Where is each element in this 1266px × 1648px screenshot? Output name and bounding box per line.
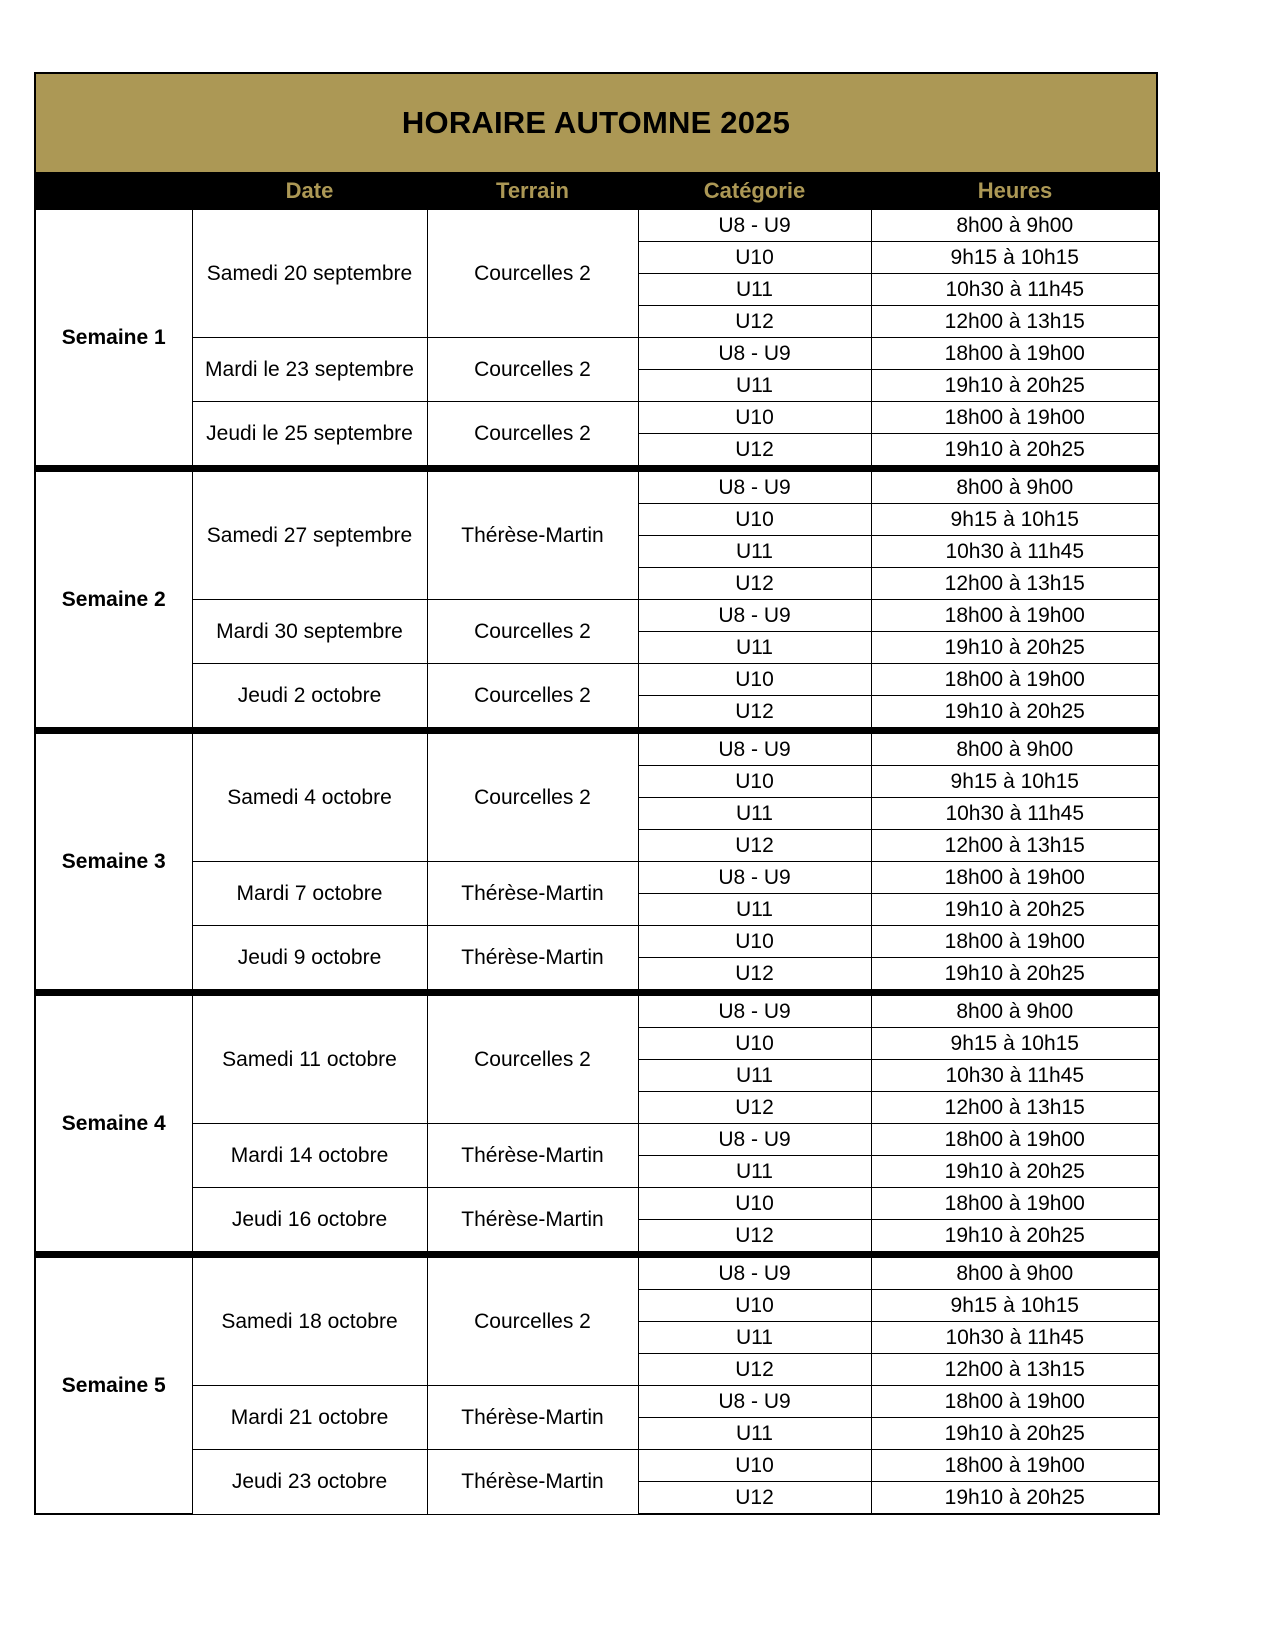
slot-hours: 18h00 à 19h00 — [871, 926, 1159, 958]
slot-category: U8 - U9 — [638, 338, 871, 370]
table-row — [35, 1386, 1159, 1418]
slot-category: U12 — [638, 1092, 871, 1124]
header-category: Catégorie — [638, 173, 871, 209]
slot-category: U10 — [638, 1450, 871, 1482]
slot-category: U8 - U9 — [638, 993, 871, 1028]
slot-hours: 8h00 à 9h00 — [871, 993, 1159, 1028]
table-row — [35, 469, 1159, 504]
slot-category: U12 — [638, 1220, 871, 1255]
slot-category: U8 - U9 — [638, 1124, 871, 1156]
slot-category: U8 - U9 — [638, 1255, 871, 1290]
week-label: Semaine 4 — [35, 993, 192, 1255]
slot-category: U11 — [638, 536, 871, 568]
session-date: Mardi 21 octobre — [192, 1386, 427, 1450]
slot-hours: 12h00 à 13h15 — [871, 830, 1159, 862]
slot-hours: 19h10 à 20h25 — [871, 958, 1159, 993]
table-row — [35, 1188, 1159, 1220]
header-row — [35, 173, 1159, 209]
slot-hours: 8h00 à 9h00 — [871, 731, 1159, 766]
session-field: Thérèse-Martin — [427, 1386, 638, 1450]
slot-hours: 19h10 à 20h25 — [871, 696, 1159, 731]
slot-hours: 10h30 à 11h45 — [871, 536, 1159, 568]
slot-category: U12 — [638, 306, 871, 338]
slot-hours: 8h00 à 9h00 — [871, 209, 1159, 242]
title-bar — [34, 72, 1158, 172]
slot-hours: 19h10 à 20h25 — [871, 1220, 1159, 1255]
slot-category: U10 — [638, 766, 871, 798]
slot-hours: 8h00 à 9h00 — [871, 469, 1159, 504]
week-label: Semaine 3 — [35, 731, 192, 993]
session-date: Samedi 18 octobre — [192, 1255, 427, 1386]
session-field: Courcelles 2 — [427, 600, 638, 664]
slot-hours: 10h30 à 11h45 — [871, 274, 1159, 306]
slot-hours: 9h15 à 10h15 — [871, 766, 1159, 798]
session-field: Courcelles 2 — [427, 338, 638, 402]
schedule-sheet — [34, 72, 1158, 1515]
session-field: Thérèse-Martin — [427, 1124, 638, 1188]
slot-hours: 9h15 à 10h15 — [871, 1028, 1159, 1060]
slot-hours: 19h10 à 20h25 — [871, 894, 1159, 926]
slot-category: U12 — [638, 830, 871, 862]
slot-category: U10 — [638, 926, 871, 958]
slot-hours: 18h00 à 19h00 — [871, 862, 1159, 894]
slot-hours: 19h10 à 20h25 — [871, 1482, 1159, 1515]
slot-hours: 10h30 à 11h45 — [871, 1322, 1159, 1354]
table-header — [35, 173, 1159, 209]
slot-category: U8 - U9 — [638, 1386, 871, 1418]
header-field: Terrain — [427, 173, 638, 209]
slot-hours: 18h00 à 19h00 — [871, 338, 1159, 370]
slot-category: U12 — [638, 568, 871, 600]
slot-category: U8 - U9 — [638, 209, 871, 242]
slot-hours: 9h15 à 10h15 — [871, 1290, 1159, 1322]
slot-category: U10 — [638, 1188, 871, 1220]
week-label: Semaine 2 — [35, 469, 192, 731]
session-date: Mardi 14 octobre — [192, 1124, 427, 1188]
slot-hours: 18h00 à 19h00 — [871, 664, 1159, 696]
header-hours: Heures — [871, 173, 1159, 209]
session-date: Mardi le 23 septembre — [192, 338, 427, 402]
slot-hours: 12h00 à 13h15 — [871, 1354, 1159, 1386]
slot-category: U11 — [638, 1156, 871, 1188]
table-body — [35, 209, 1159, 1514]
slot-category: U8 - U9 — [638, 469, 871, 504]
slot-hours: 18h00 à 19h00 — [871, 1124, 1159, 1156]
table-row — [35, 862, 1159, 894]
slot-hours: 18h00 à 19h00 — [871, 600, 1159, 632]
week-label: Semaine 1 — [35, 209, 192, 469]
slot-hours: 18h00 à 19h00 — [871, 1450, 1159, 1482]
slot-category: U11 — [638, 894, 871, 926]
table-row — [35, 209, 1159, 242]
table-row — [35, 993, 1159, 1028]
slot-hours: 10h30 à 11h45 — [871, 798, 1159, 830]
session-field: Courcelles 2 — [427, 209, 638, 338]
table-row — [35, 664, 1159, 696]
slot-hours: 9h15 à 10h15 — [871, 242, 1159, 274]
slot-category: U11 — [638, 1322, 871, 1354]
slot-category: U11 — [638, 370, 871, 402]
session-date: Jeudi 2 octobre — [192, 664, 427, 731]
slot-hours: 19h10 à 20h25 — [871, 632, 1159, 664]
session-field: Courcelles 2 — [427, 731, 638, 862]
session-date: Mardi 7 octobre — [192, 862, 427, 926]
slot-category: U10 — [638, 664, 871, 696]
session-date: Jeudi 16 octobre — [192, 1188, 427, 1255]
session-date: Mardi 30 septembre — [192, 600, 427, 664]
slot-hours: 19h10 à 20h25 — [871, 1156, 1159, 1188]
slot-category: U10 — [638, 242, 871, 274]
table-row — [35, 731, 1159, 766]
session-date: Samedi 27 septembre — [192, 469, 427, 600]
table-row — [35, 338, 1159, 370]
slot-category: U11 — [638, 1418, 871, 1450]
slot-hours: 12h00 à 13h15 — [871, 568, 1159, 600]
header-date: Date — [192, 173, 427, 209]
slot-hours: 19h10 à 20h25 — [871, 434, 1159, 469]
table-row — [35, 1255, 1159, 1290]
slot-category: U11 — [638, 632, 871, 664]
session-field: Thérèse-Martin — [427, 1450, 638, 1515]
session-date: Jeudi le 25 septembre — [192, 402, 427, 469]
session-field: Thérèse-Martin — [427, 1188, 638, 1255]
slot-category: U8 - U9 — [638, 600, 871, 632]
slot-hours: 8h00 à 9h00 — [871, 1255, 1159, 1290]
session-field: Courcelles 2 — [427, 993, 638, 1124]
slot-hours: 19h10 à 20h25 — [871, 370, 1159, 402]
slot-hours: 18h00 à 19h00 — [871, 402, 1159, 434]
slot-hours: 18h00 à 19h00 — [871, 1386, 1159, 1418]
slot-hours: 10h30 à 11h45 — [871, 1060, 1159, 1092]
session-field: Thérèse-Martin — [427, 469, 638, 600]
slot-category: U12 — [638, 696, 871, 731]
slot-category: U12 — [638, 1482, 871, 1515]
session-date: Samedi 4 octobre — [192, 731, 427, 862]
slot-category: U12 — [638, 1354, 871, 1386]
slot-hours: 9h15 à 10h15 — [871, 504, 1159, 536]
slot-category: U11 — [638, 274, 871, 306]
slot-category: U10 — [638, 402, 871, 434]
session-field: Courcelles 2 — [427, 1255, 638, 1386]
slot-category: U12 — [638, 434, 871, 469]
session-field: Courcelles 2 — [427, 402, 638, 469]
session-date: Jeudi 9 octobre — [192, 926, 427, 993]
slot-category: U10 — [638, 1028, 871, 1060]
slot-category: U11 — [638, 1060, 871, 1092]
session-field: Courcelles 2 — [427, 664, 638, 731]
session-field: Thérèse-Martin — [427, 926, 638, 993]
schedule-table — [34, 172, 1160, 1515]
table-row — [35, 1124, 1159, 1156]
slot-hours: 12h00 à 13h15 — [871, 1092, 1159, 1124]
table-row — [35, 926, 1159, 958]
week-label: Semaine 5 — [35, 1255, 192, 1515]
slot-hours: 18h00 à 19h00 — [871, 1188, 1159, 1220]
session-field: Thérèse-Martin — [427, 862, 638, 926]
table-row — [35, 402, 1159, 434]
slot-category: U8 - U9 — [638, 731, 871, 766]
session-date: Jeudi 23 octobre — [192, 1450, 427, 1515]
slot-category: U8 - U9 — [638, 862, 871, 894]
table-row — [35, 600, 1159, 632]
slot-hours: 19h10 à 20h25 — [871, 1418, 1159, 1450]
schedule-title: HORAIRE AUTOMNE 2025 — [401, 105, 791, 140]
slot-category: U10 — [638, 504, 871, 536]
session-date: Samedi 20 septembre — [192, 209, 427, 338]
slot-category: U12 — [638, 958, 871, 993]
slot-category: U10 — [638, 1290, 871, 1322]
slot-hours: 12h00 à 13h15 — [871, 306, 1159, 338]
table-row — [35, 1450, 1159, 1482]
header-week — [35, 173, 192, 209]
session-date: Samedi 11 octobre — [192, 993, 427, 1124]
slot-category: U11 — [638, 798, 871, 830]
